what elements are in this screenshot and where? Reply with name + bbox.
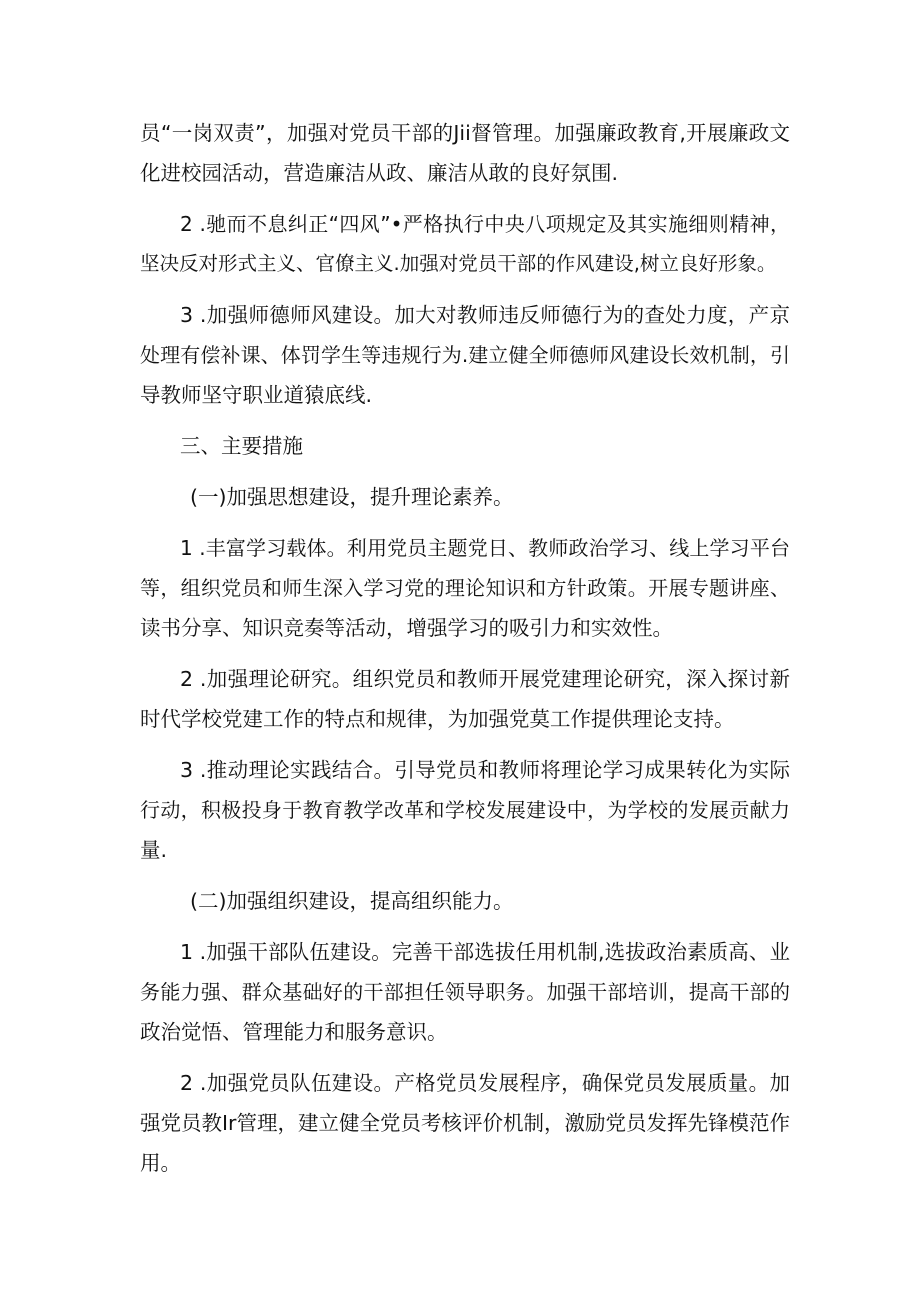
subsection-heading-organization [140,881,790,921]
paragraph-line: 1 .丰富学习载体。利用党员主题党日、教师政治学习、线上学习平台 [180,536,790,560]
subsection-heading-text: (二)加强组织建设，提高组织能力。 [190,889,514,913]
paragraph-member-team [140,1063,790,1183]
paragraph-integrity [140,113,790,193]
paragraph-line: 3 .加强师德师风建设。加大对教师违反师德行为的查处力度，产京 [180,303,790,327]
paragraph-line: 用。 [140,1151,181,1175]
paragraph-theory-research [140,659,790,739]
section-heading [140,426,790,466]
paragraph-line: 员“一岗双责”，加强对党员干部的Jii督管理。加强廉政教育,开展廉政文 [140,121,790,145]
paragraph-line: 2 .驰而不息纠正“四风”•严格执行中央八项规定及其实施细则精神， [180,212,790,236]
paragraph-line: 务能力强、群众基础好的干部担任领导职务。加强干部培训，提高干部的 [140,980,790,1004]
paragraph-line: 2 .加强理论研究。组织党员和教师开展党建理论研究，深入探讨新 [180,667,790,691]
paragraph-line: 读书分享、知识竞奏等活动，增强学习的吸引力和实效性。 [140,616,673,640]
paragraph-line: 2 .加强党员队伍建设。产格党员发展程序，确保党员发展质量。加 [180,1071,790,1095]
paragraph-line: 行动，积极投身于教育教学改革和学校发展建设中，为学校的发展贡献力 [140,798,790,822]
paragraph-line: 政治觉悟、管理能力和服务意识。 [140,1020,448,1044]
paragraph-line: 处理有偿补课、体罚学生等违规行为.建立健全师德师风建设长效机制，引 [140,343,790,367]
paragraph-line: 时代学校党建工作的特点和规律，为加强党莫工作提供理论支持。 [140,707,735,731]
paragraph-line: 量. [140,838,168,862]
paragraph-cadre-team [140,932,790,1052]
paragraph-line: 等，组织党员和师生深入学习党的理论知识和方针政策。开展专题讲座、 [140,576,790,600]
paragraph-line: 强党员教Ir管理，建立健全党员考核评价机制，激励党员发挥先锋模范作 [140,1111,790,1135]
paragraph-teacher-ethics [140,295,790,415]
paragraph-line: 3 .推动理论实践结合。引导党员和教师将理论学习成果转化为实际 [180,758,790,782]
paragraph-line: 坚决反对形式主义、官僚主义.加强对党员干部的作风建设,树立良好形象。 [140,252,777,275]
paragraph-line: 化进校园活动，营造廉洁从政、廉洁从敢的良好氛围. [140,161,619,185]
paragraph-line: 导教师坚守职业道猿底线. [140,383,373,407]
paragraph-theory-practice [140,750,790,870]
paragraph-line: 1 .加强干部队伍建设。完善干部选拔任用机制,选拔政治素质高、业 [180,940,790,964]
paragraph-four-winds [140,204,790,284]
subsection-heading-thought [140,477,790,517]
subsection-heading-text: (一)加强思想建设，提升理论素养。 [190,485,514,509]
section-heading-text: 三、主要措施 [180,434,303,458]
document-body [140,113,790,1194]
paragraph-learning-carriers [140,528,790,648]
